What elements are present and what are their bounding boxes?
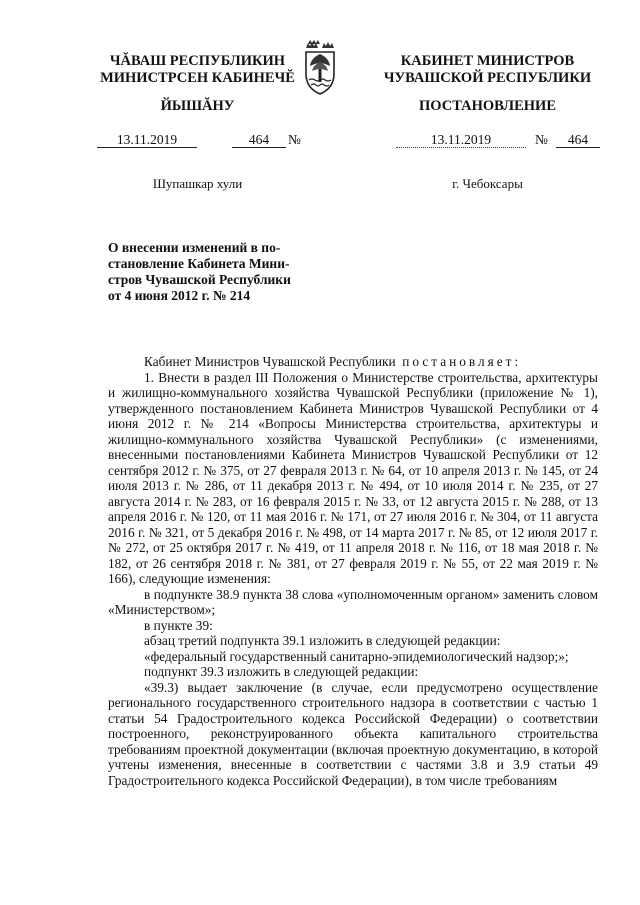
header-left-line2: МИНИСТРСЕН КАБИНЕЧĔ: [100, 70, 295, 86]
paragraph-1: 1. Внести в раздел III Положения о Министерстве строительства, архитектуры и жилищно-коммунального хозяйства Чувашской Республики (приложение № 1), утвержденного постановлением Кабинета Министров Чувашской Республики от 4 июня 2012 г. № 214 «Вопросы Министерства строительства, архитектуры и жилищно-коммунального хозяйства Чувашской Республики» (с изменениями, внесенными постановлениями Кабинета Министров Чувашской Республики от 12 сентября 2012 г. № 375, от 27 февраля 2013 г. № 64, от 10 апреля 2013 г. № 145, от 24 июля 2013 г. № 286, от 11 декабря 2013 г. № 494, от 10 июля 2014 г. № 235, от 27 августа 2014 г. № 283, от 16 февраля 2015 г. № 33, от 12 августа 2015 г. № 288, от 13 апреля 2016 г. № 120, от 11 мая 2016 г. № 171, от 27 июля 2016 г. № 304, от 11 августа 2016 г. № 321, от 5 декабря 2016 г. № 498, от 14 марта 2017 г. № 85, от 12 июля 2017 г. № 272, от 25 октября 2017 г. № 419, от 11 апреля 2018 г. № 116, от 18 мая 2018 г. № 182, от 26 сентября 2018 г. № 381, от 27 февраля 2019 г. № 55, от 22 мая 2019 г. № 166), следующие изменения:: [108, 369, 598, 586]
header-left-line1: ЧĂВАШ РЕСПУБЛИКИН: [109, 53, 286, 69]
header-right-line1: КАБИНЕТ МИНИСТРОВ: [400, 53, 575, 69]
header-left-doc-type: ЙЫШĂНУ: [160, 98, 235, 114]
right-number-sign: №: [535, 132, 548, 147]
place-right: г. Чебоксары: [452, 176, 523, 191]
left-number-sign: №: [288, 132, 301, 147]
coat-of-arms-icon: [300, 40, 340, 102]
document-subject: [108, 240, 300, 304]
place-left: Шупашкар хули: [152, 176, 243, 191]
document-body: [108, 354, 598, 788]
header-right-doc-type: ПОСТАНОВЛЕНИЕ: [418, 98, 556, 114]
left-date: 13.11.2019: [116, 132, 178, 147]
right-number: 464: [567, 132, 589, 147]
subject-line-1: О внесении изменений в по-: [108, 240, 281, 255]
subject-line-2: становление Кабинета Мини-: [108, 256, 290, 271]
subject-line-4: от 4 июня 2012 г. № 214: [108, 288, 251, 303]
subject-line-3: стров Чувашской Республики: [108, 272, 291, 287]
header-right-line2: ЧУВАШСКОЙ РЕСПУБЛИКИ: [383, 70, 592, 86]
intro-prefix: Кабинет Министров Чувашской Республики: [144, 354, 396, 369]
left-number: 464: [248, 132, 270, 147]
paragraph-6: подпункт 39.3 изложить в следующей редакции:: [144, 664, 419, 679]
intro-spaced-verb: постановляет:: [402, 354, 522, 369]
intro-paragraph: [108, 354, 598, 370]
header-right-org: [380, 53, 595, 87]
paragraph-4: абзац третий подпункта 39.1 изложить в следующей редакции:: [144, 633, 501, 648]
paragraph-3: в пункте 39:: [144, 617, 213, 633]
paragraph-7: «39.3) выдает заключение (в случае, если предусмотрено осуществление регионального государственного строительного надзора в соответствии с частью 1 статьи 54 Градостроительного кодекса Российской Федерации) о соответствии построенного, реконструированного объекта капитального строительства требованиям проектной документации (включая проектную документацию, в которой учтены изменения, внесенные в соответствии с частями 3.8 и 3.9 статьи 49 Градостроительного кодекса Российской Федерации), в том числе требованиям: [108, 679, 598, 788]
paragraph-2: в подпункте 38.9 пункта 38 слова «уполномоченным органом» заменить словом «Министерством»;: [108, 586, 598, 617]
paragraph-5: «федеральный государственный санитарно-эпидемиологический надзор;»;: [144, 648, 569, 664]
header-left-org: [95, 53, 300, 87]
right-date: 13.11.2019: [430, 132, 492, 147]
